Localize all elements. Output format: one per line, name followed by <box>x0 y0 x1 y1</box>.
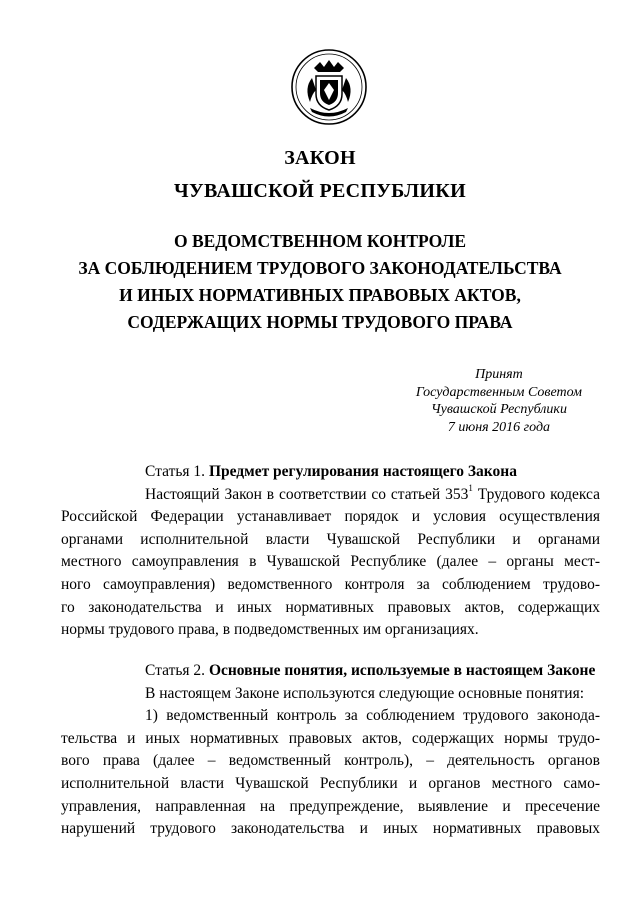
republic-title: ЧУВАШСКОЙ РЕСПУБЛИКИ <box>174 180 466 202</box>
coat-of-arms-emblem <box>290 48 368 126</box>
subject-line: О ВЕДОМСТВЕННОМ КОНТРОЛЕ <box>173 231 467 251</box>
article-2-line: 1) ведомственный контроль за соблюдением трудового законода- <box>145 707 600 725</box>
article-2-line: вого права (далее – ведомственный контроль), – деятельность органов <box>61 752 600 770</box>
article-1-line: го законодательства и иных нормативных правовых актов, содержащих <box>61 598 600 616</box>
subject-line: И ИНЫХ НОРМАТИВНЫХ ПРАВОВЫХ АКТОВ, <box>119 285 521 305</box>
adoption-line: Принят <box>475 367 523 382</box>
adoption-line: Государственным Советом <box>415 384 582 400</box>
article-1-line: ного самоуправления) ведомственного контроля за соблюдением трудово- <box>61 575 600 593</box>
article-2-line: исполнительной власти Чувашской Республики и органов местного само- <box>61 774 600 792</box>
article-1-line: органами исполнительной власти Чувашской Республики и органами <box>61 530 600 548</box>
adoption-line: Чувашской Республики <box>430 402 567 417</box>
article-2-line: нарушений трудового законодательства и иных нормативных правовых <box>61 820 600 838</box>
law-subject <box>60 228 580 336</box>
article-1-line: Российской Федерации устанавливает порядок и условия осуществления <box>61 508 600 526</box>
subject-line: СОДЕРЖАЩИХ НОРМЫ ТРУДОВОГО ПРАВА <box>127 312 513 332</box>
article-2-intro: В настоящем Законе используются следующие основные понятия: <box>145 684 585 702</box>
article-1-line: Настоящий Закон в соответствии со статьей $353^1$ Трудового кодекса <box>145 482 600 503</box>
article-2-line: управления, направленная на предупреждение, выявление и пресечение <box>61 797 600 815</box>
law-title: ЗАКОН <box>284 147 356 169</box>
article-1 <box>61 461 600 642</box>
article-1-heading: Статья 1. Предмет регулирования настоящего Закона <box>145 463 517 480</box>
article-1-line: нормы трудового права, в подведомственных им организациях. <box>61 621 479 639</box>
adoption-date: 7 июня 2016 года <box>447 419 551 435</box>
article-2 <box>61 660 600 841</box>
article-2-line: тельства и иных нормативных правовых актов, содержащих нормы трудо- <box>61 729 600 747</box>
article-1-line: местного самоуправления в Чувашской Республике (далее – органы мест- <box>61 553 600 571</box>
article-2-heading: Статья 2. Основные понятия, используемые в настоящем Законе <box>145 662 596 679</box>
adoption-note <box>416 366 582 436</box>
subject-line: ЗА СОБЛЮДЕНИЕМ ТРУДОВОГО ЗАКОНОДАТЕЛЬСТВА <box>78 258 562 278</box>
